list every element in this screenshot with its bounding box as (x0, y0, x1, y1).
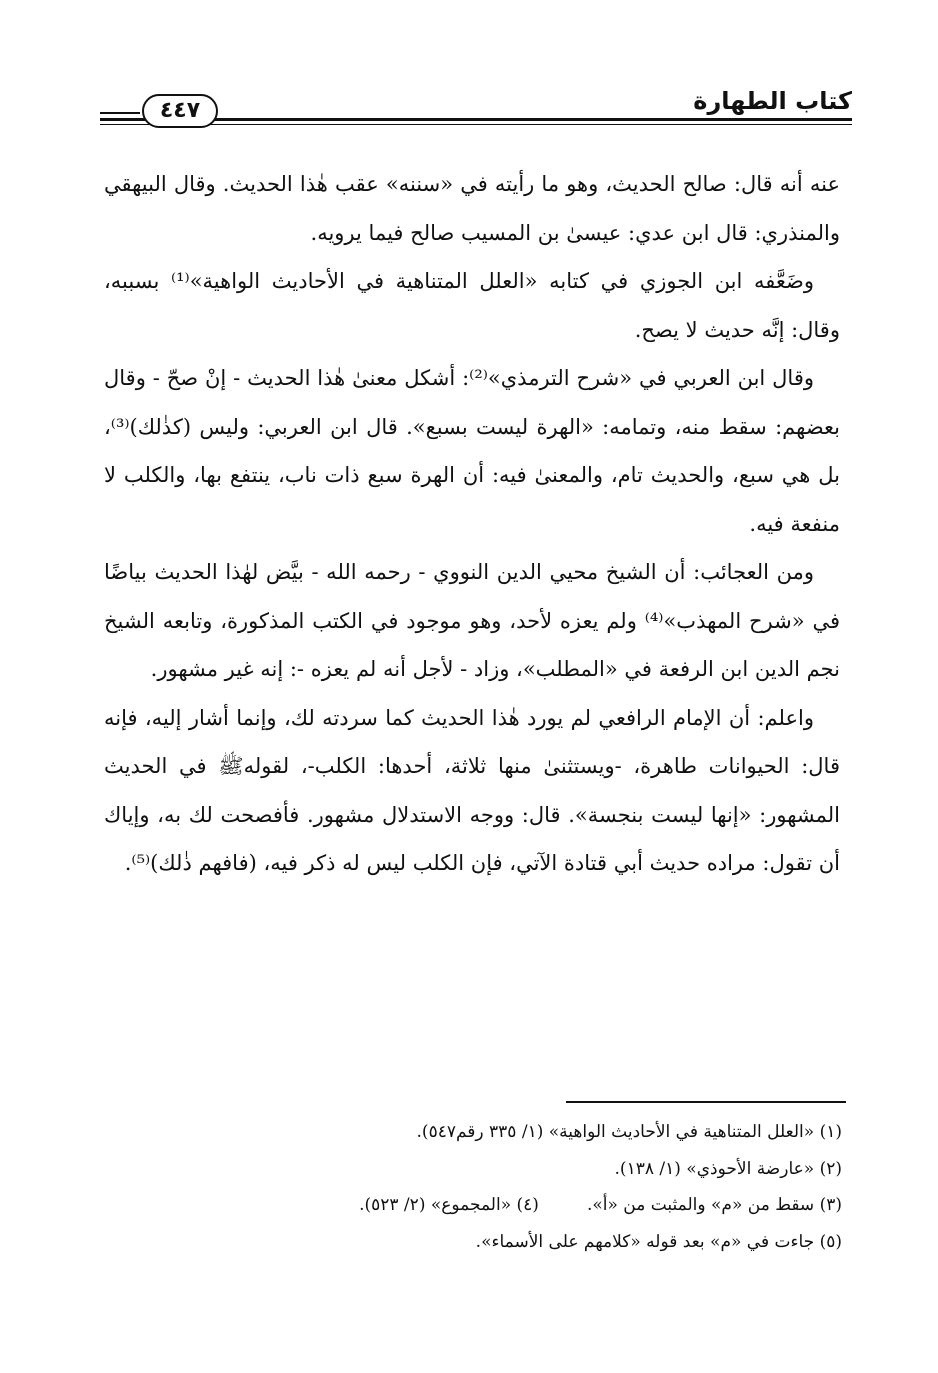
footnote-row-3-4 (220, 1187, 842, 1224)
main-text (104, 160, 840, 888)
page-number: ٤٤٧ (142, 94, 218, 128)
footnote-5: (٥) جاءت في «م» بعد قوله «كلامهم على الأسماء». (475, 1231, 842, 1252)
paragraph-4: ومن العجائب: أن الشيخ محيي الدين النووي - رحمه الله - بيَّض لهٰذا الحديث بياضًا في «شرح المهذب»⁽⁴⁾ ولم يعزه لأحد، وهو موجود في الكتب المذكورة، وتابعه الشيخ نجم الدين ابن الرفعة في «المطلب»، وزاد - لأجل أنه لم يعزه -: إنه غير مشهور. (104, 560, 840, 681)
paragraph-1: عنه أنه قال: صالح الحديث، وهو ما رأيته في «سننه» عقب هٰذا الحديث. وقال البيهقي والمنذري: قال ابن عدي: عيسىٰ بن المسيب صالح فيما يرويه. (104, 172, 840, 245)
header-left-rule-thin (100, 112, 140, 114)
paragraph-2: وضَعَّفه ابن الجوزي في كتابه «العلل المتناهية في الأحاديث الواهية»⁽¹⁾ بسببه، وقال: إنَّه حديث لا يصح. (104, 269, 840, 342)
page-header (100, 78, 852, 130)
paragraph-3: وقال ابن العربي في «شرح الترمذي»⁽²⁾: أشكل معنىٰ هٰذا الحديث - إنْ صحّ - وقال بعضهم: سقط منه، وتمامه: «الهرة ليست بسبع». قال ابن العربي: وليس (كذٰلك)⁽³⁾، بل هي سبع، والحديث تام، والمعنىٰ فيه: أن الهرة سبع ذات ناب، ينتفع بها، والكلب لا منفعة فيه. (104, 366, 840, 536)
paragraph-5: واعلم: أن الإمام الرافعي لم يورد هٰذا الحديث كما سردته لك، وإنما أشار إليه، فإنه قال: الحيوانات طاهرة، -ويستثنىٰ منها ثلاثة، أحدها: الكلب-، لقولهﷺ في الحديث المشهور: «إنها ليست بنجسة». قال: ووجه الاستدلال مشهور. فأفصحت لك به، وإياك أن تقول: مراده حديث أبي قتادة الآتي، فإن الكلب ليس له ذكر فيه، (فافهم ذٰلك)⁽⁵⁾. (104, 705, 840, 875)
footnote-4: (٤) «المجموع» (٢/ ٥٢٣). (359, 1195, 539, 1215)
footnote-2: (٢) «عارضة الأحوذي» (١/ ١٣٨). (614, 1158, 842, 1179)
footnotes (220, 1114, 842, 1260)
footnote-3: (٣) سقط من «م» والمثبت من «أ». (586, 1195, 842, 1215)
header-rule-thin (100, 124, 852, 125)
running-title: كتاب الطهارة (693, 87, 852, 115)
footnote-1: (١) «العلل المتناهية في الأحاديث الواهية» (١/ ٣٣٥ رقم٥٤٧). (416, 1122, 842, 1142)
footnote-separator (566, 1101, 846, 1103)
